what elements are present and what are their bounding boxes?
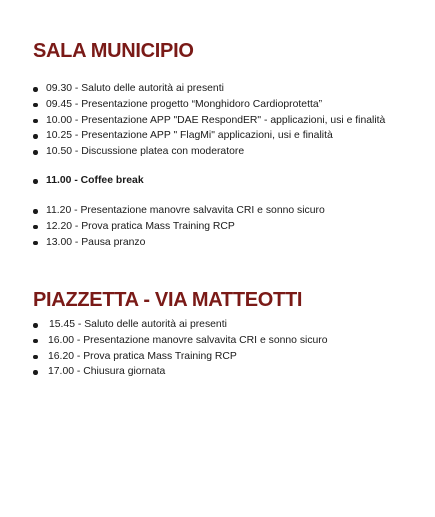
list-item: 10.25 - Presentazione APP " FlagMi" applicazioni, usi e finalità — [33, 128, 385, 144]
list-item: 10.50 - Discussione platea con moderatore — [33, 144, 385, 160]
list-item: 15.45 - Saluto delle autorità ai presenti — [33, 317, 328, 333]
agenda-list-afternoon — [33, 317, 328, 380]
list-item: 11.20 - Presentazione manovre salvavita CRI e sonno sicuro — [33, 203, 325, 219]
list-item: 13.00 - Pausa pranzo — [33, 235, 325, 251]
section-title-piazzetta: PIAZZETTA - VIA MATTEOTTI — [33, 289, 303, 311]
list-item: 09.30 - Saluto delle autorità ai presenti — [33, 81, 385, 97]
agenda-list-late-morning — [33, 203, 325, 250]
list-item: 09.45 - Presentazione progetto “Monghidoro Cardioprotetta” — [33, 97, 385, 113]
list-item-coffee-break: 11.00 - Coffee break — [33, 173, 144, 189]
list-item: 12.20 - Prova pratica Mass Training RCP — [33, 219, 325, 235]
agenda-list-break — [33, 173, 144, 189]
list-item: 16.00 - Presentazione manovre salvavita CRI e sonno sicuro — [33, 333, 328, 349]
list-item: 10.00 - Presentazione APP "DAE RespondER" - applicazioni, usi e finalità — [33, 113, 385, 129]
section-title-sala-municipio: SALA MUNICIPIO — [33, 40, 194, 62]
agenda-list-morning — [33, 81, 385, 160]
list-item: 16.20 - Prova pratica Mass Training RCP — [33, 349, 328, 365]
list-item: 17.00 - Chiusura giornata — [33, 364, 328, 380]
